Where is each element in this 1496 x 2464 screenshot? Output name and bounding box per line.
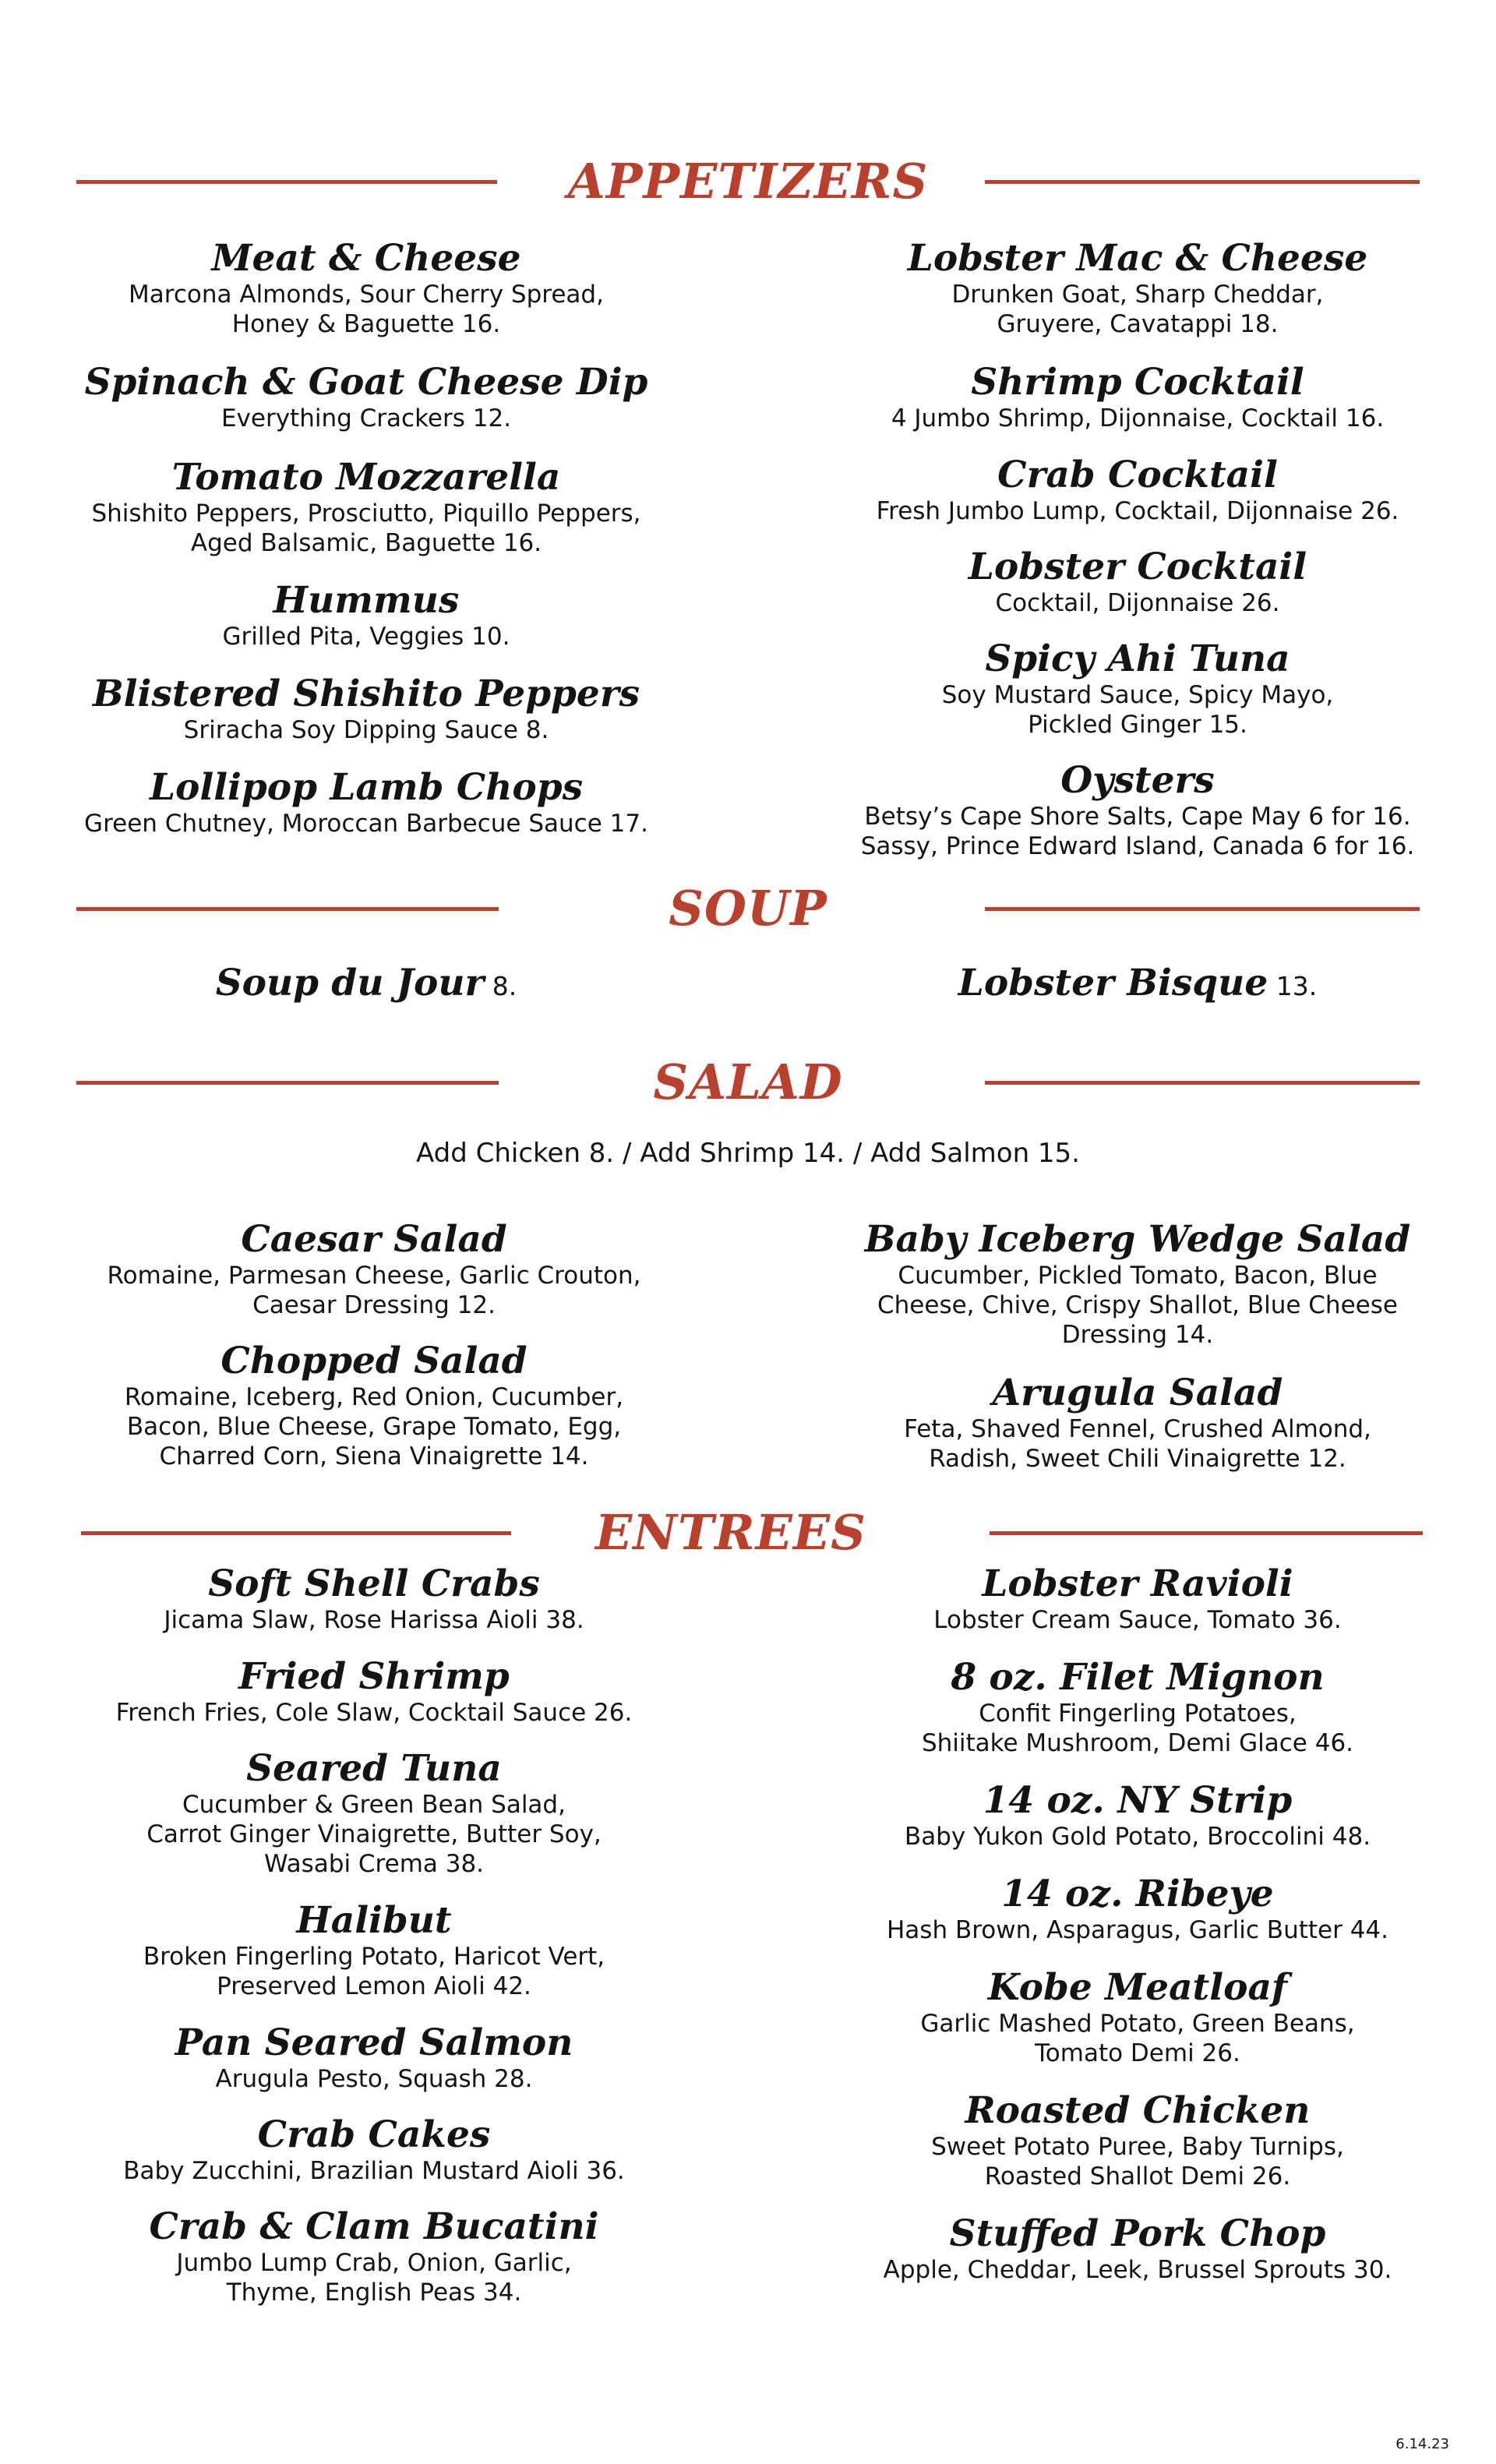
menu-item-name: Caesar Salad — [241, 1218, 507, 1261]
menu-item-description: Thyme, English Peas 34. — [226, 2279, 522, 2307]
menu-item — [933, 1563, 1341, 1635]
menu-item-description: Jumbo Lump Crab, Onion, Garlic, — [176, 2249, 572, 2277]
menu-item-description: Wasabi Crema 38. — [263, 1850, 485, 1878]
menu-item — [93, 673, 640, 745]
menu-item-name: Soft Shell Crabs — [208, 1562, 540, 1605]
menu-item-description: Baby Yukon Gold Potato, Broccolini 48. — [904, 1823, 1371, 1851]
menu-item-description: Everything Crackers 12. — [221, 404, 512, 432]
menu-item-description: Cucumber, Pickled Tomato, Bacon, Blue — [898, 1262, 1378, 1290]
menu-item-name: 14 oz. NY Strip — [983, 1779, 1293, 1822]
menu-item-description: Pickled Ginger 15. — [1028, 711, 1247, 739]
menu-item — [164, 1563, 584, 1635]
menu-item-description: Baby Zucchini, Brazilian Mustard Aioli 36. — [123, 2157, 625, 2185]
menu-item-name: Oysters — [1060, 759, 1215, 802]
menu-item-description: Fresh Jumbo Lump, Cocktail, Dijonnaise 26. — [876, 497, 1399, 525]
menu-item-name: 8 oz. Filet Mignon — [951, 1656, 1325, 1699]
menu-item-description: Cheese, Chive, Crispy Shallot, Blue Cheese — [877, 1291, 1398, 1319]
menu-item — [877, 454, 1399, 526]
menu-item-description: Bacon, Blue Cheese, Grape Tomato, Egg, — [126, 1413, 622, 1441]
menu-item-description: Romaine, Iceberg, Red Onion, Cucumber, — [124, 1383, 624, 1411]
menu-item-description: Jicama Slaw, Rose Harissa Aioli 38. — [164, 1606, 584, 1634]
menu-item-description: Honey & Baguette 16. — [231, 310, 501, 338]
menu-item-description: Lobster Cream Sauce, Tomato 36. — [933, 1606, 1342, 1634]
menu-item-name: Roasted Chicken — [965, 2089, 1311, 2132]
menu-item-description: Drunken Goat, Sharp Cheddar, — [951, 281, 1324, 309]
entrees-header — [0, 1502, 1496, 1564]
menu-item-name: Stuffed Pork Chop — [949, 2212, 1326, 2255]
appetizers-header — [0, 150, 1496, 213]
menu-item — [85, 362, 648, 433]
menu-item-description: Green Chutney, Moroccan Barbecue Sauce 17. — [84, 810, 648, 838]
menu-item-description: Aged Balsamic, Baguette 16. — [190, 529, 542, 557]
menu-item — [931, 2090, 1344, 2191]
menu-version-date: 6.14.23 — [1395, 2436, 1449, 2452]
menu-item-description: French Fries, Cole Slaw, Cocktail Sauce 26. — [115, 1699, 633, 1727]
menu-item — [116, 1656, 633, 1728]
menu-item-name: Chopped Salad — [221, 1340, 527, 1382]
menu-item — [908, 238, 1367, 339]
soup-name: Lobster Bisque — [958, 962, 1268, 1004]
entrees-left-column — [31, 1563, 717, 2307]
menu-item-description: Shishito Peppers, Prosciutto, Piquillo Peppers, — [91, 500, 641, 528]
menu-item-description: Sweet Potato Puree, Baby Turnips, — [931, 2133, 1344, 2161]
menu-item-description: Charred Corn, Siena Vinaigrette 14. — [159, 1442, 589, 1470]
menu-item-name: Crab Cocktail — [997, 454, 1278, 496]
menu-item-description: Soy Mustard Sauce, Spicy Mayo, — [941, 681, 1334, 709]
section-title-appetizers: APPETIZERS — [567, 153, 929, 210]
menu-item-description: 4 Jumbo Shrimp, Dijonnaise, Cocktail 16. — [891, 404, 1385, 432]
salad-addons: Add Chicken 8. / Add Shrimp 14. / Add Salmon 15. — [415, 1138, 1080, 1169]
menu-item-description: Hash Brown, Asparagus, Garlic Butter 44. — [886, 1916, 1388, 1944]
soup-name: Soup du Jour — [215, 962, 485, 1004]
menu-item-name: Lollipop Lamb Chops — [149, 766, 584, 809]
menu-item-description: Shiitake Mushroom, Demi Glace 46. — [921, 1729, 1354, 1757]
menu-item — [865, 1219, 1410, 1350]
menu-item-description: Betsy’s Cape Shore Salts, Cape May 6 for 16. — [864, 803, 1411, 831]
menu-item-name: Seared Tuna — [246, 1747, 502, 1790]
menu-item-name: Arugula Salad — [992, 1371, 1283, 1414]
soup-header — [0, 877, 1496, 940]
menu-item-name: Halibut — [296, 1899, 452, 1942]
menu-item-name: Spinach & Goat Cheese Dip — [84, 361, 648, 404]
menu-item-description: Romaine, Parmesan Cheese, Garlic Crouton, — [107, 1262, 641, 1290]
appetizers-left-column — [31, 238, 701, 838]
section-title-salad: SALAD — [653, 1054, 843, 1110]
salad-right-column — [779, 1219, 1496, 1474]
menu-item-description: Confit Fingerling Potatoes, — [979, 1700, 1297, 1728]
soup-price: 8. — [484, 971, 517, 1001]
menu-item — [143, 1900, 605, 2001]
menu-item-name: Lobster Ravioli — [982, 1562, 1293, 1605]
menu-item — [223, 580, 510, 651]
menu-item — [861, 760, 1415, 861]
menu-item-name: Spicy Ahi Tuna — [985, 637, 1290, 680]
menu-item-description: Roasted Shallot Demi 26. — [984, 2162, 1291, 2190]
appetizers-right-column — [779, 238, 1496, 861]
soup-item — [779, 962, 1496, 1004]
menu-item-name: Lobster Mac & Cheese — [907, 237, 1368, 280]
menu-item-description: Sassy, Prince Edward Island, Canada 6 for 16. — [860, 832, 1415, 860]
menu-item-description: Grilled Pita, Veggies 10. — [222, 623, 510, 651]
menu-item-description: Radish, Sweet Chili Vinaigrette 12. — [929, 1445, 1346, 1473]
menu-item-name: Crab & Clam Bucatini — [149, 2205, 599, 2248]
menu-item-name: Pan Seared Salmon — [175, 2021, 573, 2064]
menu-item — [904, 1372, 1371, 1474]
menu-item-name: 14 oz. Ribeye — [1001, 1873, 1274, 1915]
menu-item-description: Carrot Ginger Vinaigrette, Butter Soy, — [146, 1820, 602, 1848]
menu-item — [91, 457, 640, 558]
menu-item — [149, 2206, 598, 2307]
menu-item-description: Cucumber & Green Bean Salad, — [182, 1791, 566, 1819]
menu-item-description: Tomato Demi 26. — [1035, 2039, 1240, 2067]
menu-item-description: Broken Fingerling Potato, Haricot Vert, — [143, 1943, 605, 1971]
menu-item — [129, 238, 604, 339]
section-title-soup: SOUP — [669, 880, 827, 937]
menu-item-name: Hummus — [273, 579, 460, 622]
salad-header — [0, 1051, 1496, 1114]
menu-item — [922, 1657, 1353, 1758]
menu-item-name: Shrimp Cocktail — [971, 361, 1304, 404]
menu-item-description: Garlic Mashed Potato, Green Beans, — [920, 2010, 1355, 2038]
menu-item-name: Fried Shrimp — [238, 1655, 510, 1698]
menu-item-name: Blistered Shishito Peppers — [92, 672, 640, 715]
menu-item-description: Dressing 14. — [1061, 1321, 1214, 1349]
menu-item-description: Sriracha Soy Dipping Sauce 8. — [183, 716, 549, 744]
menu-item-description: Gruyere, Cavatappi 18. — [997, 310, 1279, 338]
menu-item-name: Baby Iceberg Wedge Salad — [864, 1218, 1411, 1261]
soup-item — [31, 962, 701, 1004]
menu-item — [125, 1340, 623, 1471]
menu-item — [969, 546, 1307, 618]
menu-item — [905, 1780, 1371, 1852]
menu-item-description: Preserved Lemon Aioli 42. — [217, 1972, 531, 2000]
entrees-right-column — [779, 1563, 1496, 2285]
menu-item — [884, 2213, 1392, 2285]
menu-item-name: Crab Cakes — [257, 2113, 491, 2156]
menu-item-name: Kobe Meatloaf — [987, 1966, 1288, 2009]
menu-item-description: Marcona Almonds, Sour Cherry Spread, — [129, 281, 604, 309]
menu-item — [123, 2114, 625, 2186]
menu-item-description: Arugula Pesto, Squash 28. — [215, 2065, 533, 2093]
menu-item — [887, 1873, 1388, 1945]
salad-left-column — [31, 1219, 717, 1471]
menu-item — [175, 2022, 573, 2094]
menu-item — [891, 362, 1384, 433]
soup-price: 13. — [1268, 971, 1318, 1001]
menu-item — [146, 1748, 602, 1879]
menu-item — [108, 1219, 641, 1320]
menu-item-name: Tomato Mozzarella — [171, 456, 561, 499]
section-title-entrees: ENTREES — [595, 1504, 866, 1561]
menu-item — [942, 638, 1334, 740]
menu-item — [920, 1967, 1354, 2068]
menu-item-description: Feta, Shaved Fennel, Crushed Almond, — [904, 1415, 1371, 1443]
menu-item-name: Meat & Cheese — [211, 237, 521, 280]
menu-item-description: Caesar Dressing 12. — [252, 1291, 496, 1319]
menu-item-description: Apple, Cheddar, Leek, Brussel Sprouts 30. — [883, 2256, 1392, 2284]
menu-item — [84, 767, 648, 838]
menu-item-name: Lobster Cocktail — [968, 545, 1307, 588]
menu-item-description: Cocktail, Dijonnaise 26. — [995, 589, 1280, 617]
